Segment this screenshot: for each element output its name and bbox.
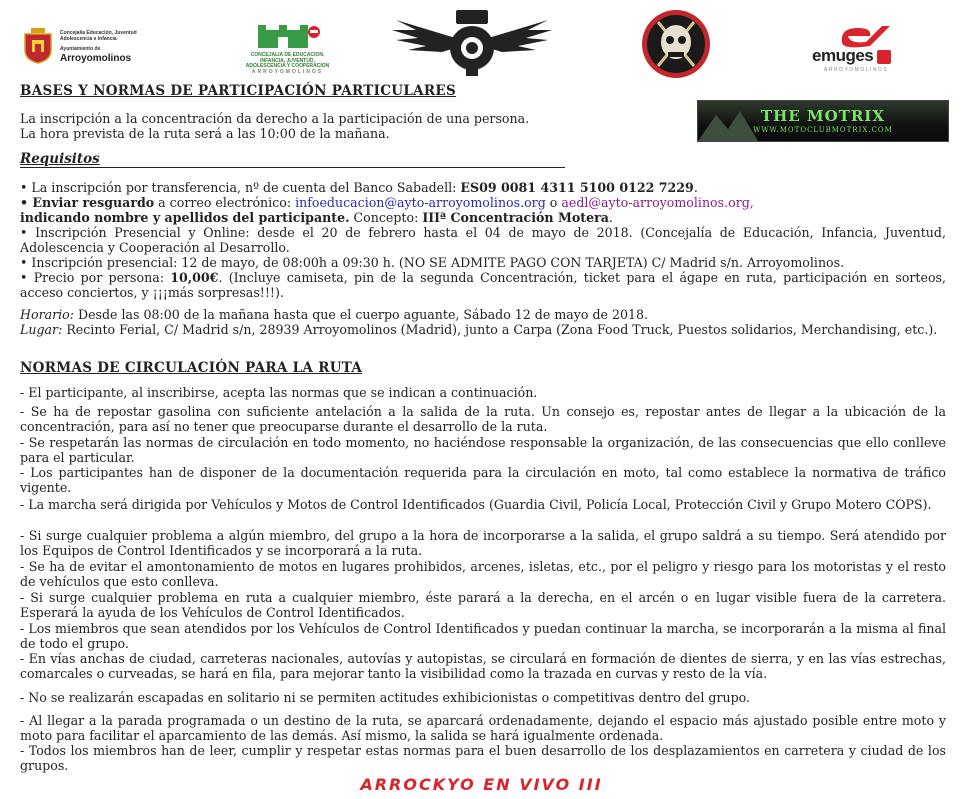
skull-icon — [636, 8, 716, 80]
lugar-label: Lugar: — [20, 322, 63, 337]
bases-line-1: La inscripción a la concentración da derecho a la participación de una persona. — [20, 111, 530, 126]
req-account-number: ES09 0081 4311 5100 0122 7229 — [460, 180, 694, 195]
req-bullet-precio — [20, 270, 946, 300]
coat-of-arms-icon — [22, 28, 54, 64]
logo2-line3: ADOLESCENCIA Y COOPERACION — [245, 63, 330, 69]
logo2-line1: CONCEJALIA DE EDUCACION, — [250, 52, 325, 58]
req-concepto-label: Concepto: — [349, 210, 423, 225]
req-correo-text: a correo electrónico: — [154, 195, 296, 210]
lugar-line — [20, 322, 946, 337]
req-bullet-presencial: • Inscripción presencial: 12 de mayo, de 08:00h a 09:30 h. (NO SE ADMITE PAGO CON TARJETA) C/ Madrid s/n. Arroyomolinos. — [20, 255, 845, 270]
req-bullet-resguardo — [20, 195, 946, 225]
req-precio-detail: . (Incluye camiseta, pin de la segunda Concentración, ticket para el ágape en ruta, participación en sorteos, acceso conciertos, y ¡¡¡más sorpresas!!!). — [20, 270, 946, 300]
logo1-line2: Adolescencia e Infancia — [60, 36, 117, 42]
req-or-text: o — [545, 195, 562, 210]
norma-item: - Se ha de repostar gasolina con suficiente antelación a la salida de la ruta. Un consejo es, repostar antes de llegar a la ubicación de la concentración, para así no tener que preocuparse durante el desarrollo de la ruta. — [20, 404, 946, 434]
norma-item: - Todos los miembros han de leer, cumplir y respetar estas normas para el buen desarrollo de los desplazamientos en carretera y ciudad de los grupos. — [20, 743, 946, 773]
req-precio-label: • Precio por persona: — [20, 270, 171, 285]
emuges-badge-icon — [877, 50, 891, 64]
lugar-text: Recinto Ferial, C/ Madrid s/n, 28939 Arroyomolinos (Madrid), junto a Carpa (Zona Food Truck, Puestos solidarios, Merchandising, etc.). — [62, 322, 938, 337]
skull-emblem-logo — [636, 8, 716, 80]
req-concepto-value: IIIª Concentración Motera — [422, 210, 609, 225]
norma-item: - No se realizarán escapadas en solitario ni se permiten actitudes exhibicionistas o competitivas dentro del grupo. — [20, 690, 751, 705]
req-concepto-end: . — [608, 210, 613, 225]
req-transfer-text: • La inscripción por transferencia, nº de cuenta del Banco Sabadell: — [20, 180, 461, 195]
norma-item: - El participante, al inscribirse, acepta las normas que se indican a continuación. — [20, 385, 538, 400]
logo2-line2: INFANCIA, JUVENTUD, — [260, 57, 315, 64]
horario-line — [20, 307, 648, 322]
horario-text: Desde las 08:00 de la mañana hasta que el cuerpo aguante, Sábado 12 de mayo de 2018. — [73, 307, 649, 322]
norma-item: - Se ha de evitar el amontonamiento de motos en lugares prohibidos, arcenes, isletas, etc., por el peligro y riesgo para los motoristas y el resto de vehículos que esto conlleva. — [20, 559, 946, 589]
logos-row — [0, 0, 963, 82]
req-enviar-label: • Enviar resguardo — [20, 195, 155, 210]
norma-item: - En vías anchas de ciudad, carreteras nacionales, autovías y autopistas, se circulará en formación de dientes de sierra, y en las vías estrechas, comarcales o curveadas, se hará en fila, para mejorar tanto la visibilidad como la trazada en curvas y resto de la vía. — [20, 651, 946, 681]
req-email-1-link[interactable]: infoeducacion@ayto-arroyomolinos.org — [295, 195, 546, 210]
emuges-e-icon — [836, 22, 896, 48]
bases-title: BASES Y NORMAS DE PARTICIPACIÓN PARTICULARES — [20, 83, 457, 99]
req-precio-value: 10,00€ — [170, 270, 219, 285]
motrix-url: WWW.MOTOCLUBMOTRIX.COM — [753, 126, 893, 134]
req-bullet-presencial-online: • Inscripción Presencial y Online: desde el 20 de febrero hasta el 04 de mayo de 2018. (Concejalía de Educación, Infancia, Juventud, Adolescencia y Cooperación al Desarrollo. — [20, 225, 946, 255]
norma-item: - Los participantes han de disponer de la documentación requerida para la circulación en moto, tal como establece la normativa de tráfico vigente. — [20, 465, 946, 495]
req-indicando-text: indicando nombre y apellidos del participante. — [20, 210, 350, 225]
emuges-logo — [812, 22, 927, 72]
req-bullet-transfer — [20, 180, 698, 195]
horario-label: Horario: — [20, 307, 74, 322]
logo1-line3: Ayuntamiento de — [60, 46, 101, 52]
logo1-line4: Arroyomolinos — [60, 53, 132, 64]
requisitos-divider — [20, 167, 565, 168]
req-transfer-end: . — [693, 180, 698, 195]
norma-item: - La marcha será dirigida por Vehículos y Motos de Control Identificados (Guardia Civil, Policía Local, Protección Civil y Grupo Motero COPS). — [20, 497, 932, 512]
castle-icon — [252, 22, 322, 52]
motrix-banner — [697, 100, 949, 142]
logo2-line4: ARROYOMOLINOS — [251, 68, 324, 75]
requisitos-title: Requisitos — [20, 151, 100, 167]
norma-item: - Si surge cualquier problema a algún miembro, del grupo a la hora de incorporarse a la salida, el grupo saldrá a su tiempo. Será atendido por los Equipos de Control Identificados y se incorporará a la ruta. — [20, 528, 946, 558]
footer-arrockyo: ARROCKYO EN VIVO III — [360, 775, 603, 794]
motrix-title: THE MOTRIX — [761, 107, 885, 125]
winged-helmet-logo — [386, 8, 558, 78]
norma-item: - Los miembros que sean atendidos por los Vehículos de Control Identificados y puedan continuar la marcha, se incorporarán a la misma al final de todo el grupo. — [20, 621, 946, 651]
normas-title: NORMAS DE CIRCULACIÓN PARA LA RUTA — [20, 360, 363, 376]
ayuntamiento-logo — [22, 28, 192, 68]
req-email-2-link[interactable]: aedl@ayto-arroyomolinos.org, — [561, 195, 754, 210]
norma-item: - Si surge cualquier problema en ruta a cualquier miembro, éste parará a la derecha, en el arcén o en lugar visible fuera de la carretera. Esperará la ayuda de los Vehículos de Control Identificados. — [20, 590, 946, 620]
concejalia-logo — [220, 22, 355, 75]
winged-skull-icon — [386, 8, 558, 78]
norma-item: - Al llegar a la parada programada o un destino de la ruta, se aparcará ordenadamente, dejando el espacio más ajustado posible entre moto y moto para facilitar el aparcamiento de las demás. Así mismo, la salida se hará igualmente ordenada. — [20, 713, 946, 743]
bases-line-2: La hora prevista de la ruta será a las 10:00 de la mañana. — [20, 126, 390, 141]
logo1-line1: Concejalía Educación, Juventud — [60, 30, 137, 36]
norma-item: - Se respetarán las normas de circulación en todo momento, no haciéndose responsable la organización, de las consecuencias que ello conlleve para el particular. — [20, 435, 946, 465]
emuges-sub: ARROYOMOLINOS — [824, 67, 889, 73]
emuges-name: emuges — [812, 46, 874, 65]
